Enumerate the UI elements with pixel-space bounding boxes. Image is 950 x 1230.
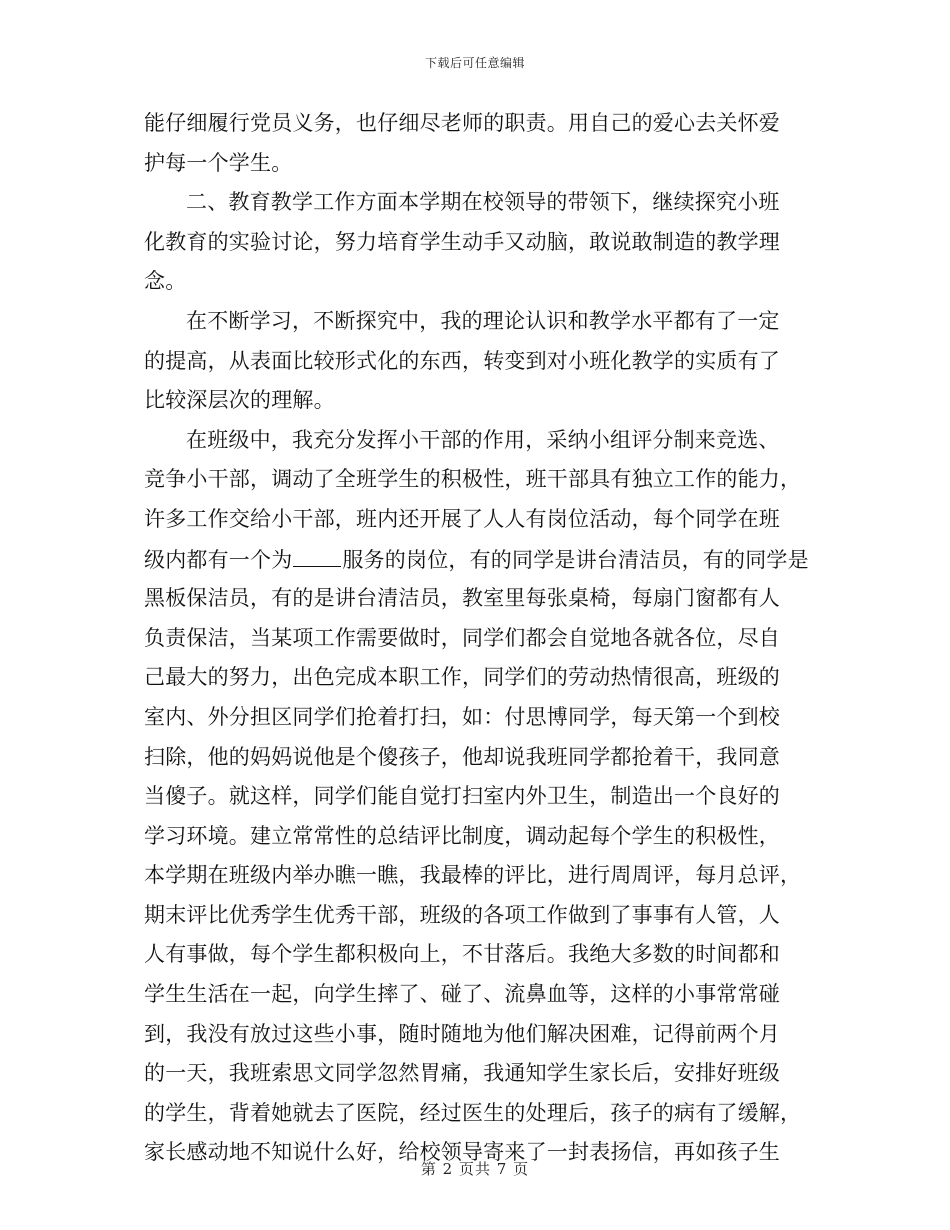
text-line: 学习环境。建立常常性的总结评比制度，调动起每个学生的积极性，	[144, 823, 780, 848]
text-line: 在不断学习，不断探究中，我的理论认识和教学水平都有了一定	[186, 308, 780, 333]
text-line: 当傻子。就这样，同学们能自觉打扫室内外卫生，制造出一个良好的	[144, 784, 780, 809]
text-line: 家长感动地不知说什么好，给校领导寄来了一封表扬信，再如孩子生	[144, 1140, 780, 1165]
page-header: 下载后可任意编辑	[424, 56, 525, 70]
text-line: 化教育的实验讨论，努力培育学生动手又动脑，敢说敢制造的教学理	[144, 229, 780, 254]
body-text	[144, 104, 809, 1173]
text-line: 竞争小干部，调动了全班学生的积极性，班干部具有独立工作的能力，	[144, 467, 802, 492]
text-line: 的提高，从表面比较形式化的东西，转变到对小班化教学的实质有了	[144, 348, 780, 373]
text-line: 的学生，背着她就去了医院，经过医生的处理后，孩子的病有了缓解，	[144, 1100, 802, 1125]
text-line: 到，我没有放过这些小事，随时随地为他们解决困难，记得前两个月	[144, 1021, 780, 1046]
text-line: 期末评比优秀学生优秀干部，班级的各项工作做到了事事有人管，人	[144, 902, 780, 927]
text-line: 室内、外分担区同学们抢着打扫，如：付思博同学，每天第一个到校	[144, 704, 780, 729]
text-line: 能仔细履行党员义务，也仔细尽老师的职责。用自己的爱心去关怀爱	[144, 111, 780, 135]
fill-in-blank	[293, 540, 341, 567]
text-line: 负责保洁，当某项工作需要做时，同学们都会自觉地各就各位，尽自	[144, 625, 780, 650]
text-line: 念。	[144, 269, 187, 294]
text-line: 的一天，我班索思文同学忽然胃痛，我通知学生家长后，安排好班级	[144, 1061, 780, 1086]
text-segment: 服务的岗位，有的同学是讲台清洁员，有的同学是	[342, 547, 809, 572]
page-footer: 第 2 页共 7 页	[420, 1160, 530, 1178]
text-line: 比较深层次的理解。	[144, 388, 335, 413]
text-line: 黑板保洁员，有的是讲台清洁员，教室里每张桌椅，每扇门窗都有人	[144, 586, 780, 611]
text-line: 本学期在班级内举办瞧一瞧，我最棒的评比，进行周周评，每月总评，	[144, 863, 802, 888]
text-line: 扫除，他的妈妈说他是个傻孩子，他却说我班同学都抢着干，我同意	[144, 744, 780, 769]
text-line: 学生生活在一起，向学生摔了、碰了、流鼻血等，这样的小事常常碰	[144, 982, 780, 1007]
text-line: 己最大的努力，出色完成本职工作，同学们的劳动热情很高，班级的	[144, 665, 780, 690]
text-line	[144, 540, 809, 580]
text-line: 人有事做，每个学生都积极向上，不甘落后。我绝大多数的时间都和	[144, 942, 780, 967]
text-segment: 级内都有一个为	[144, 547, 293, 572]
text-line: 许多工作交给小干部，班内还开展了人人有岗位活动，每个同学在班	[144, 506, 780, 531]
text-line: 护每一个学生。	[144, 150, 293, 175]
text-line: 二、教育教学工作方面本学期在校领导的带领下，继续探究小班	[186, 190, 780, 215]
text-line: 在班级中，我充分发挥小干部的作用，采纳小组评分制来竞选、	[186, 427, 780, 452]
